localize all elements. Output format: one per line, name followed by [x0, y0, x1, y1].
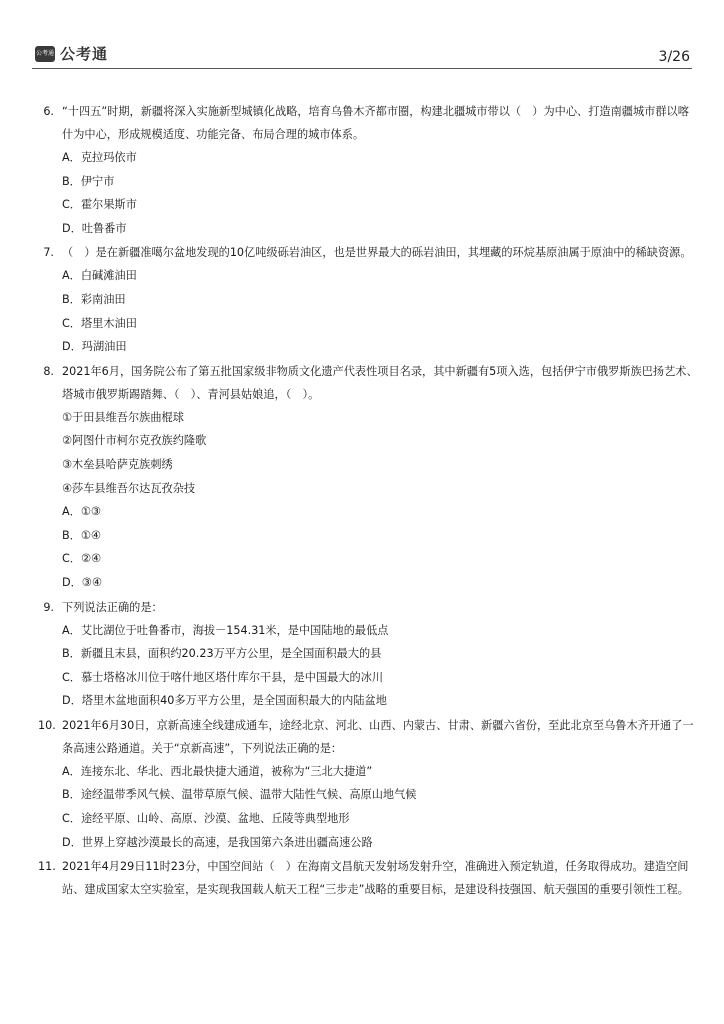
answer-option: D．吐鲁番市 [62, 221, 127, 235]
answer-option: C．慕士塔格冰川位于喀什地区塔什库尔干县，是中国最大的冰川 [62, 670, 384, 684]
answer-option: A．白碱滩油田 [62, 269, 137, 283]
answer-option: B．新疆且末县，面积约20.23万平方公里，是全国面积最大的县 [62, 647, 382, 661]
answer-option: D．玛湖油田 [62, 340, 127, 354]
question-list [38, 100, 698, 901]
page-header [32, 38, 692, 69]
question-stem: （ ）是在新疆准噶尔盆地发现的10亿吨级砾岩油区，也是世界最大的砾岩油田，其埋藏的环烷基原油属于原油中的稀缺资源。 [62, 246, 692, 260]
question-stem: 2021年6月，国务院公布了第五批国家级非物质文化遗产代表性项目名录，其中新疆有5项入选，包括伊宁市俄罗斯族巴扬艺术、塔城市俄罗斯踢踏舞、（ ）、青河县姑娘追，（ ）。 [62, 364, 698, 401]
answer-option: B．途经温带季风气候、温带草原气候、温带大陆性气候、高原山地气候 [62, 788, 417, 802]
question-number: 10. [38, 718, 56, 732]
question-number: 9. [43, 600, 54, 614]
question-number: 11. [38, 860, 56, 874]
answer-option: B．①④ [62, 528, 101, 542]
answer-option: D．塔里木盆地面积40多万平方公里，是全国面积最大的内陆盆地 [62, 694, 387, 708]
question-stem: 2021年6月30日，京新高速全线建成通车，途经北京、河北、山西、内蒙古、甘肃、新疆六省份，至此北京至乌鲁木齐开通了一条高速公路通道。关于“京新高速”，下列说法正确的是： [62, 718, 694, 755]
page-number: 3/26 [658, 49, 690, 65]
answer-option: A．艾比湖位于吐鲁番市，海拔－154.31米，是中国陆地的最低点 [62, 623, 389, 637]
answer-option: A．克拉玛依市 [62, 151, 137, 164]
question-11 [38, 855, 698, 901]
question-stem: 下列说法正确的是： [62, 600, 163, 614]
question-number: 6. [43, 105, 54, 118]
answer-option: B．伊宁市 [62, 174, 115, 188]
question-number: 7. [43, 246, 54, 260]
question-stem: “十四五”时期，新疆将深入实施新型城镇化战略，培育乌鲁木齐都市圈，构建北疆城市带以（ ）为中心、打造南疆城市群以喀什为中心，形成规模适度、功能完备、布局合理的城市体系。 [62, 105, 689, 141]
answer-option: B．彩南油田 [62, 292, 126, 306]
answer-option: ①于田县维吾尔族曲棍球 [62, 410, 184, 424]
question-stem: 2021年4月29日11时23分，中国空间站（ ）在海南文昌航天发射场发射升空，准确进入预定轨道，任务取得成功。建造空间站、建成国家太空实验室，是实现我国载人航天工程“三步走”战略的重要目标，是建设科技强国、航天强国的重要引领性工程。 [62, 860, 689, 897]
answer-option: ②阿图什市柯尔克孜族约隆歌 [62, 434, 207, 448]
question-6 [38, 100, 698, 240]
logo-badge-icon: 公考通 [35, 46, 55, 62]
answer-option: A．①③ [62, 505, 101, 519]
answer-option: D．③④ [62, 575, 102, 589]
answer-option: C．途经平原、山岭、高原、沙漠、盆地、丘陵等典型地形 [62, 812, 350, 826]
question-9 [38, 596, 698, 713]
question-8 [38, 360, 698, 595]
brand-logo [35, 43, 108, 64]
answer-option: ④莎车县维吾尔达瓦孜杂技 [62, 481, 196, 495]
answer-option: C．霍尔果斯市 [62, 198, 137, 212]
answer-option: D．世界上穿越沙漠最长的高速，是我国第六条进出疆高速公路 [62, 835, 373, 849]
question-number: 8. [43, 364, 54, 378]
answer-option: ③木垒县哈萨克族刺绣 [62, 457, 173, 471]
answer-option: C．塔里木油田 [62, 316, 137, 330]
question-10 [38, 714, 698, 854]
answer-option: A．连接东北、华北、西北最快捷大通道，被称为“三北大捷道” [62, 764, 373, 778]
question-7 [38, 241, 698, 358]
answer-option: C．②④ [62, 552, 102, 566]
logo-text: 公考通 [60, 45, 109, 63]
